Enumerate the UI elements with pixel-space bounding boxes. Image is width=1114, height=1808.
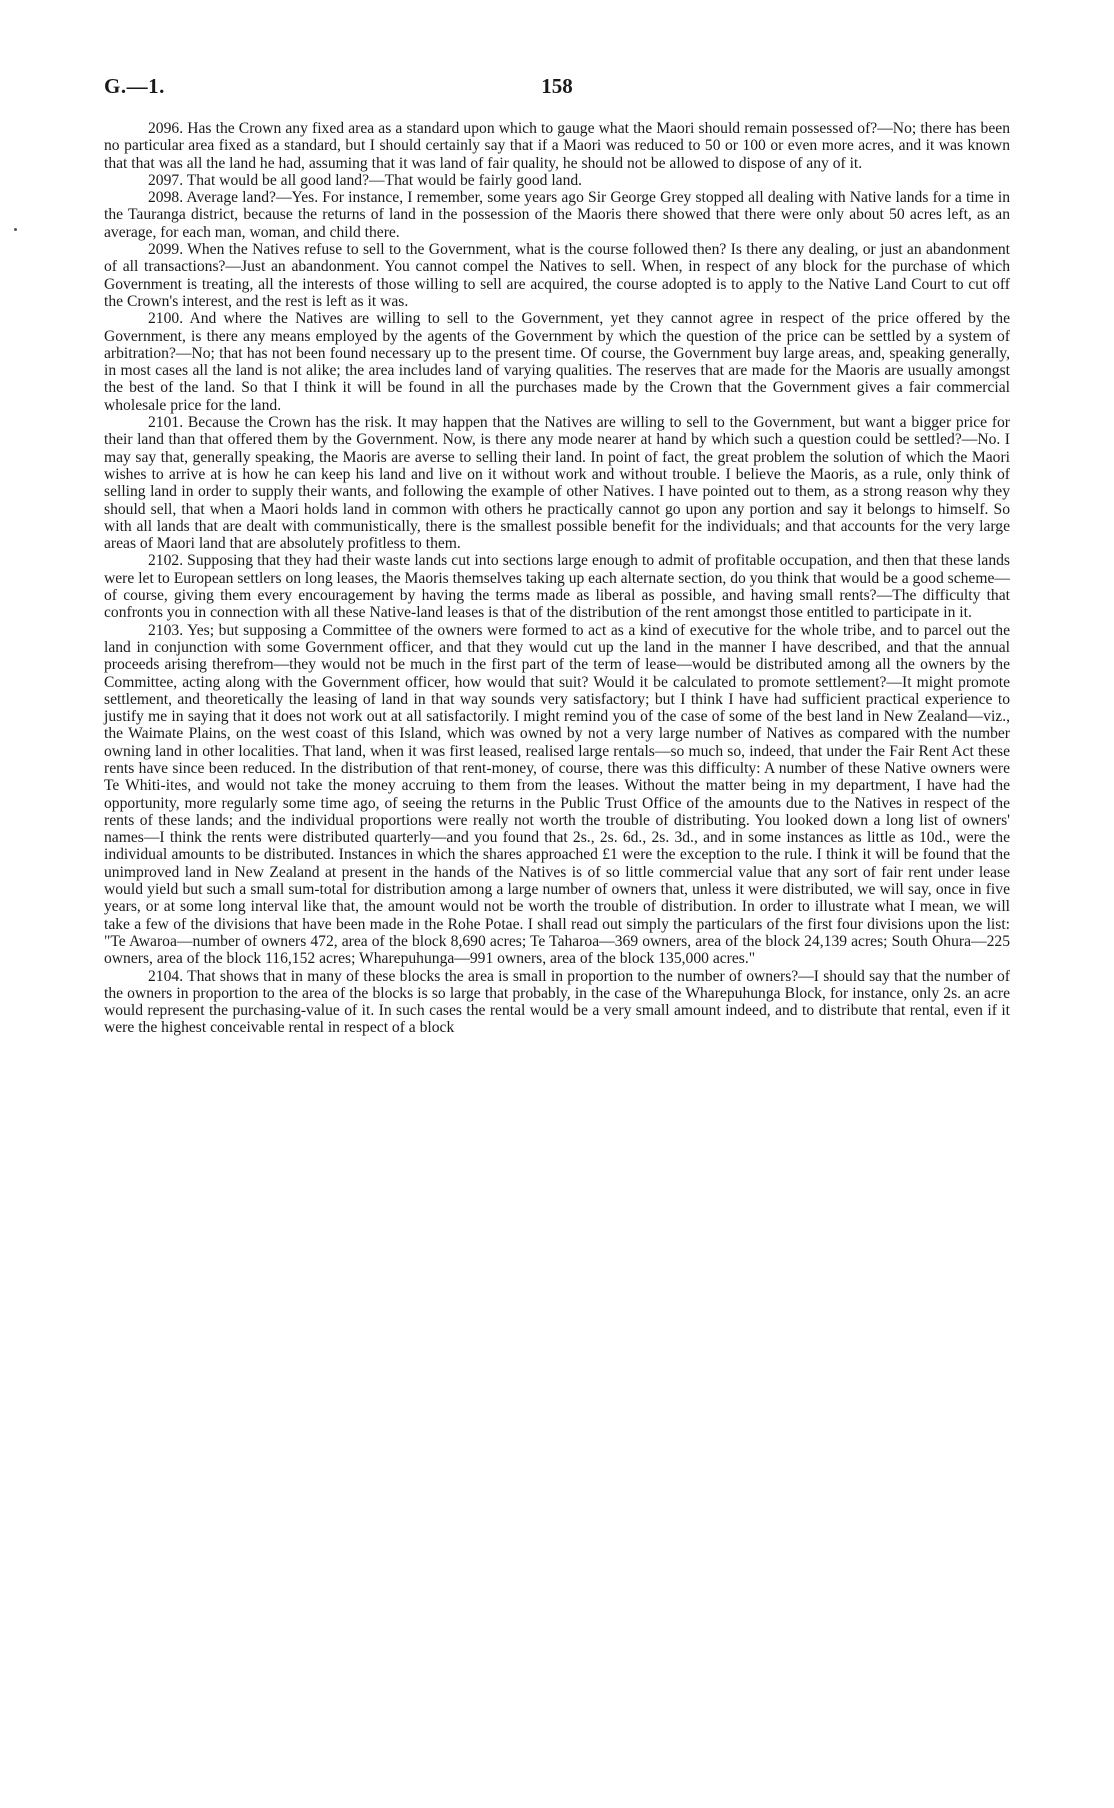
document-code: G.—1.	[104, 74, 165, 98]
paragraph-2097: 2097. That would be all good land?—That would be fairly good land.	[148, 171, 583, 189]
paragraph-2096: 2096. Has the Crown any fixed area as a standard upon which to gauge what the Maori should remain possessed of?—No; there has been no particular area fixed as a standard, but I should certainly say that if a Maori was reduced to 50 or 100 or even more acres, and it was known that that was all the land he had, assuming that it was land of fair quality, he should not be allowed to dispose of any of it.	[104, 120, 1010, 172]
page-number: 158	[541, 74, 573, 98]
paragraph-2099: 2099. When the Natives refuse to sell to the Government, what is the course followed then? Is there any dealing, or just an abandonment of all transactions?—Just an abandonment. You cannot compel the Natives to sell. When, in respect of any block for the purchase of which Government is treating, all the interests of those willing to sell are acquired, the course adopted is to apply to the Native Land Court to cut off the Crown's interest, and the rest is left as it was.	[104, 241, 1010, 310]
stray-mark	[14, 228, 17, 231]
paragraph-2103: 2103. Yes; but supposing a Committee of the owners were formed to act as a kind of executive for the whole tribe, and to parcel out the land in conjunction with some Government officer, and that they would cut up the land in the manner I have described, and that the annual proceeds arising therefrom—they would not be much in the first part of the term of lease—would be distributed among all the owners by the Committee, acting along with the Government officer, how would that suit? Would it be calculated to promote settlement?—It might promote settlement, and theoretically the leasing of land in that way sounds very satisfactory; but I think I have had sufficient practical experience to justify me in saying that it does not work out at all satisfactorily. I might remind you of the case of some of the best land in New Zealand—viz., the Waimate Plains, on the west coast of this Island, which was owned by not a very large number of Natives as compared with the number owning land in other localities. That land, when it was first leased, realised large rentals—so much so, indeed, that under the Fair Rent Act these rents have since been reduced. In the distribution of that rent-money, of course, there was this difficulty: A number of these Native owners were Te Whiti-ites, and would not take the money accruing to them from the leases. Without the matter being in my department, I have had the opportunity, more regularly some time ago, of seeing the returns in the Public Trust Office of the amounts due to the Natives in respect of the rents of these lands; and the individual proportions were really not worth the trouble of distributing. You looked down a long list of owners' names—I think the rents were distributed quarterly—and you found that 2s., 2s. 6d., 2s. 3d., and in some instances as little as 10d., were the individual amounts to be distributed. Instances in which the shares approached £1 were the exception to the rule. I think it will be found that the unimproved land in New Zealand at present in the hands of the Natives is of so little commercial value that any sort of fair rent under lease would yield but such a small sum-total for distribution among a large number of owners that, unless it were distributed, we will say, once in five years, or at some long interval like that, the amount would not be worth the trouble of distribution. In order to illustrate what I mean, we will take a few of the divisions that have been made in the Rohe Potae. I shall read out simply the particulars of the first four divisions upon the list: "Te Awaroa—number of owners 472, area of the block 8,690 acres; Te Taharoa—369 owners, area of the block 24,139 acres; South Ohura—225 owners, area of the block 116,152 acres; Wharepuhunga—991 owners, area of the block 135,000 acres."	[104, 621, 1010, 968]
paragraph-2100: 2100. And where the Natives are willing to sell to the Government, yet they cannot agree in respect of the price offered by the Government, is there any means employed by the agents of the Government by which the question of the price can be settled by a system of arbitration?—No; that has not been found necessary up to the present time. Of course, the Government buy large areas, and, speaking generally, in most cases all the land is not alike; the area includes land of varying qualities. The reserves that are made for the Maoris are usually amongst the best of the land. So that I think it will be found in all the purchases made by the Crown that the Government gives a fair commercial wholesale price for the land.	[104, 310, 1010, 414]
paragraph-2098: 2098. Average land?—Yes. For instance, I remember, some years ago Sir George Grey stopped all dealing with Native lands for a time in the Tauranga district, because the returns of land in the possession of the Maoris there showed that there were only about 50 acres left, as an average, for each man, woman, and child there.	[104, 189, 1010, 241]
page-header	[104, 74, 1010, 104]
paragraph-2104: 2104. That shows that in many of these blocks the area is small in proportion to the number of owners?—I should say that the number of the owners in proportion to the area of the blocks is so large that probably, in the case of the Wharepuhunga Block, for instance, only 2s. an acre would represent the purchasing-value of it. In such cases the rental would be a very small amount indeed, and to distribute that rental, even if it were the highest conceivable rental in respect of a block	[104, 967, 1010, 1037]
paragraph-2102: 2102. Supposing that they had their waste lands cut into sections large enough to admit of profitable occupation, and then that these lands were let to European settlers on long leases, the Maoris themselves taking up each alternate section, do you think that would be a good scheme—of course, giving them every encouragement by having the terms made as liberal as possible, and having small rents?—The difficulty that confronts you in connection with all these Native-land leases is that of the distribution of the rent amongst those entitled to participate in it.	[104, 552, 1010, 622]
paragraph-2101: 2101. Because the Crown has the risk. It may happen that the Natives are willing to sell to the Government, but want a bigger price for their land than that offered them by the Government. Now, is there any mode nearer at hand by which such a question could be settled?—No. I may say that, generally speaking, the Maoris are averse to selling their land. In point of fact, the great problem the solution of which the Maori wishes to arrive at is how he can keep his land and live on it without work and without trouble. I believe the Maoris, as a rule, only think of selling land in order to supply their wants, and following the example of other Natives. I have pointed out to them, as a strong reason why they should sell, that when a Maori holds land in common with others he practically cannot go upon any portion and say it belongs to himself. So with all lands that are dealt with communistically, there is the smallest possible benefit for the individuals; and that accounts for the very large areas of Maori land that are absolutely profitless to them.	[104, 414, 1010, 553]
body-text	[104, 120, 1010, 1037]
